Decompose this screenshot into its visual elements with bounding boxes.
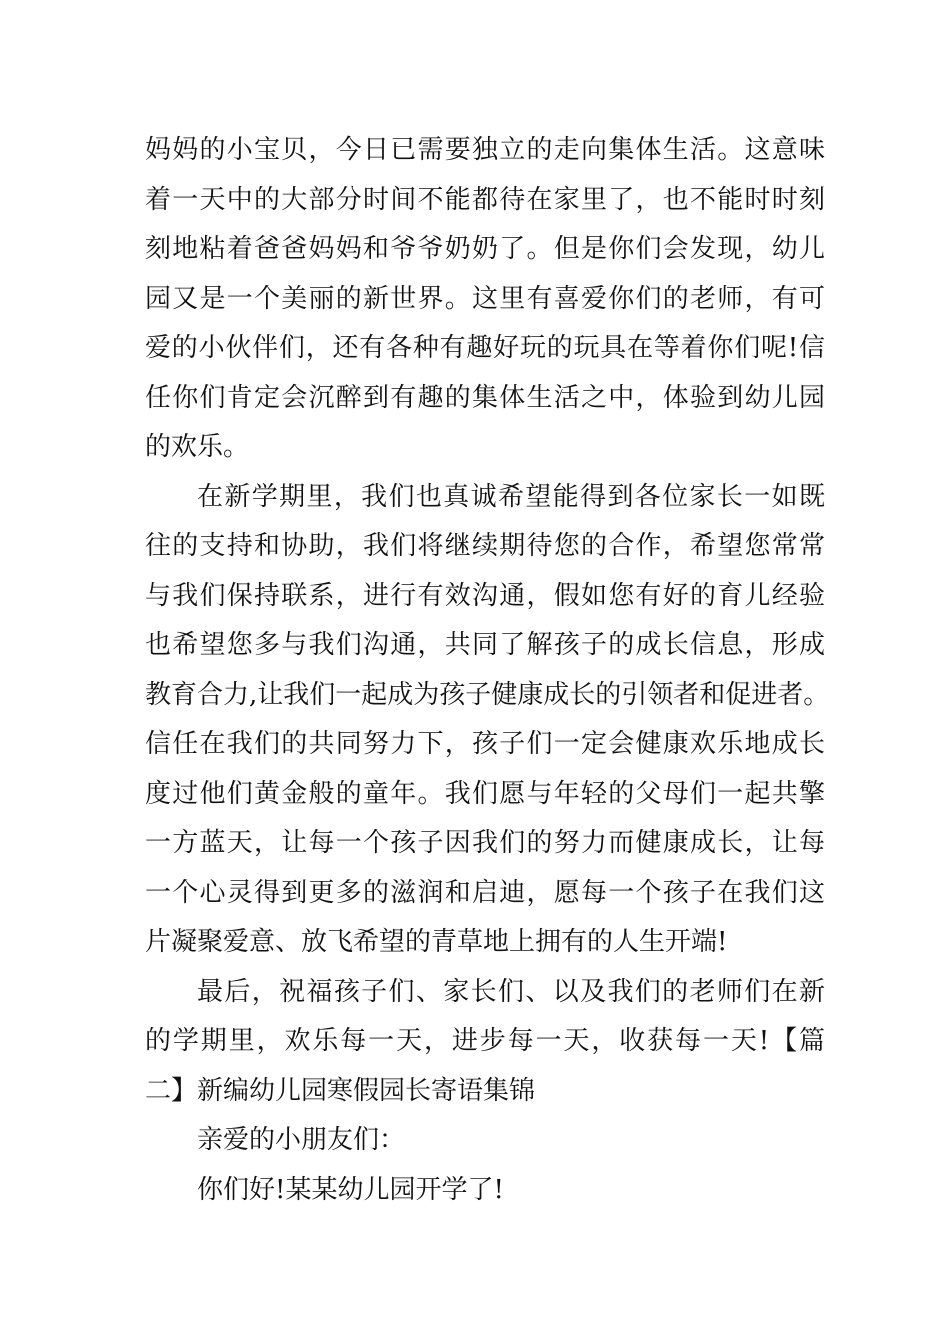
text-line: 一方蓝天，让每一个孩子因我们的努力而健康成长，让每	[145, 828, 825, 858]
text-line: 爱的小伙伴们，还有各种有趣好玩的玩具在等着你们呢!信	[145, 333, 825, 363]
text-line: 一个心灵得到更多的滋润和启迪，愿每一个孩子在我们这	[145, 877, 825, 908]
text-line: 妈妈的小宝贝，今日已需要独立的走向集体生活。这意味	[145, 135, 825, 165]
section-heading-line: 二】新编幼儿园寒假园长寄语集锦	[145, 1075, 536, 1106]
text-line: 教育合力,让我们一起成为孩子健康成长的引领者和促进者。	[145, 679, 830, 710]
text-line: 也希望您多与我们沟通，共同了解孩子的成长信息，形成	[145, 630, 825, 660]
salutation-line: 亲爱的小朋友们：	[197, 1125, 406, 1155]
text-line: 信任在我们的共同努力下，孩子们一定会健康欢乐地成长	[145, 729, 825, 759]
text-line: 着一天中的大部分时间不能都待在家里了，也不能时时刻	[145, 184, 825, 215]
text-line: 与我们保持联系，进行有效沟通，假如您有好的育儿经验	[145, 580, 825, 611]
text-line: 的学期里，欢乐每一天，进步每一天，收获每一天!【篇	[145, 1026, 825, 1056]
greeting-line: 你们好!某某幼儿园开学了!	[197, 1174, 504, 1205]
text-line: 往的支持和协助，我们将继续期待您的合作，希望您常常	[145, 531, 825, 561]
text-line: 园又是一个美丽的新世界。这里有喜爱你们的老师，有可	[145, 283, 825, 314]
text-line: 片凝聚爱意、放飞希望的青草地上拥有的人生开端!	[145, 927, 728, 957]
text-line: 度过他们黄金般的童年。我们愿与年轻的父母们一起共擎	[145, 778, 825, 809]
text-line: 刻地粘着爸爸妈妈和爷爷奶奶了。但是你们会发现，幼儿	[145, 234, 825, 264]
text-line: 的欢乐。	[145, 432, 250, 462]
document-body	[145, 126, 830, 1215]
text-line: 任你们肯定会沉醉到有趣的集体生活之中，体验到幼儿园	[145, 382, 825, 413]
paragraph-start-line: 最后，祝福孩子们、家长们、以及我们的老师们在新	[197, 976, 825, 1007]
paragraph-start-line: 在新学期里，我们也真诚希望能得到各位家长一如既	[197, 481, 825, 512]
